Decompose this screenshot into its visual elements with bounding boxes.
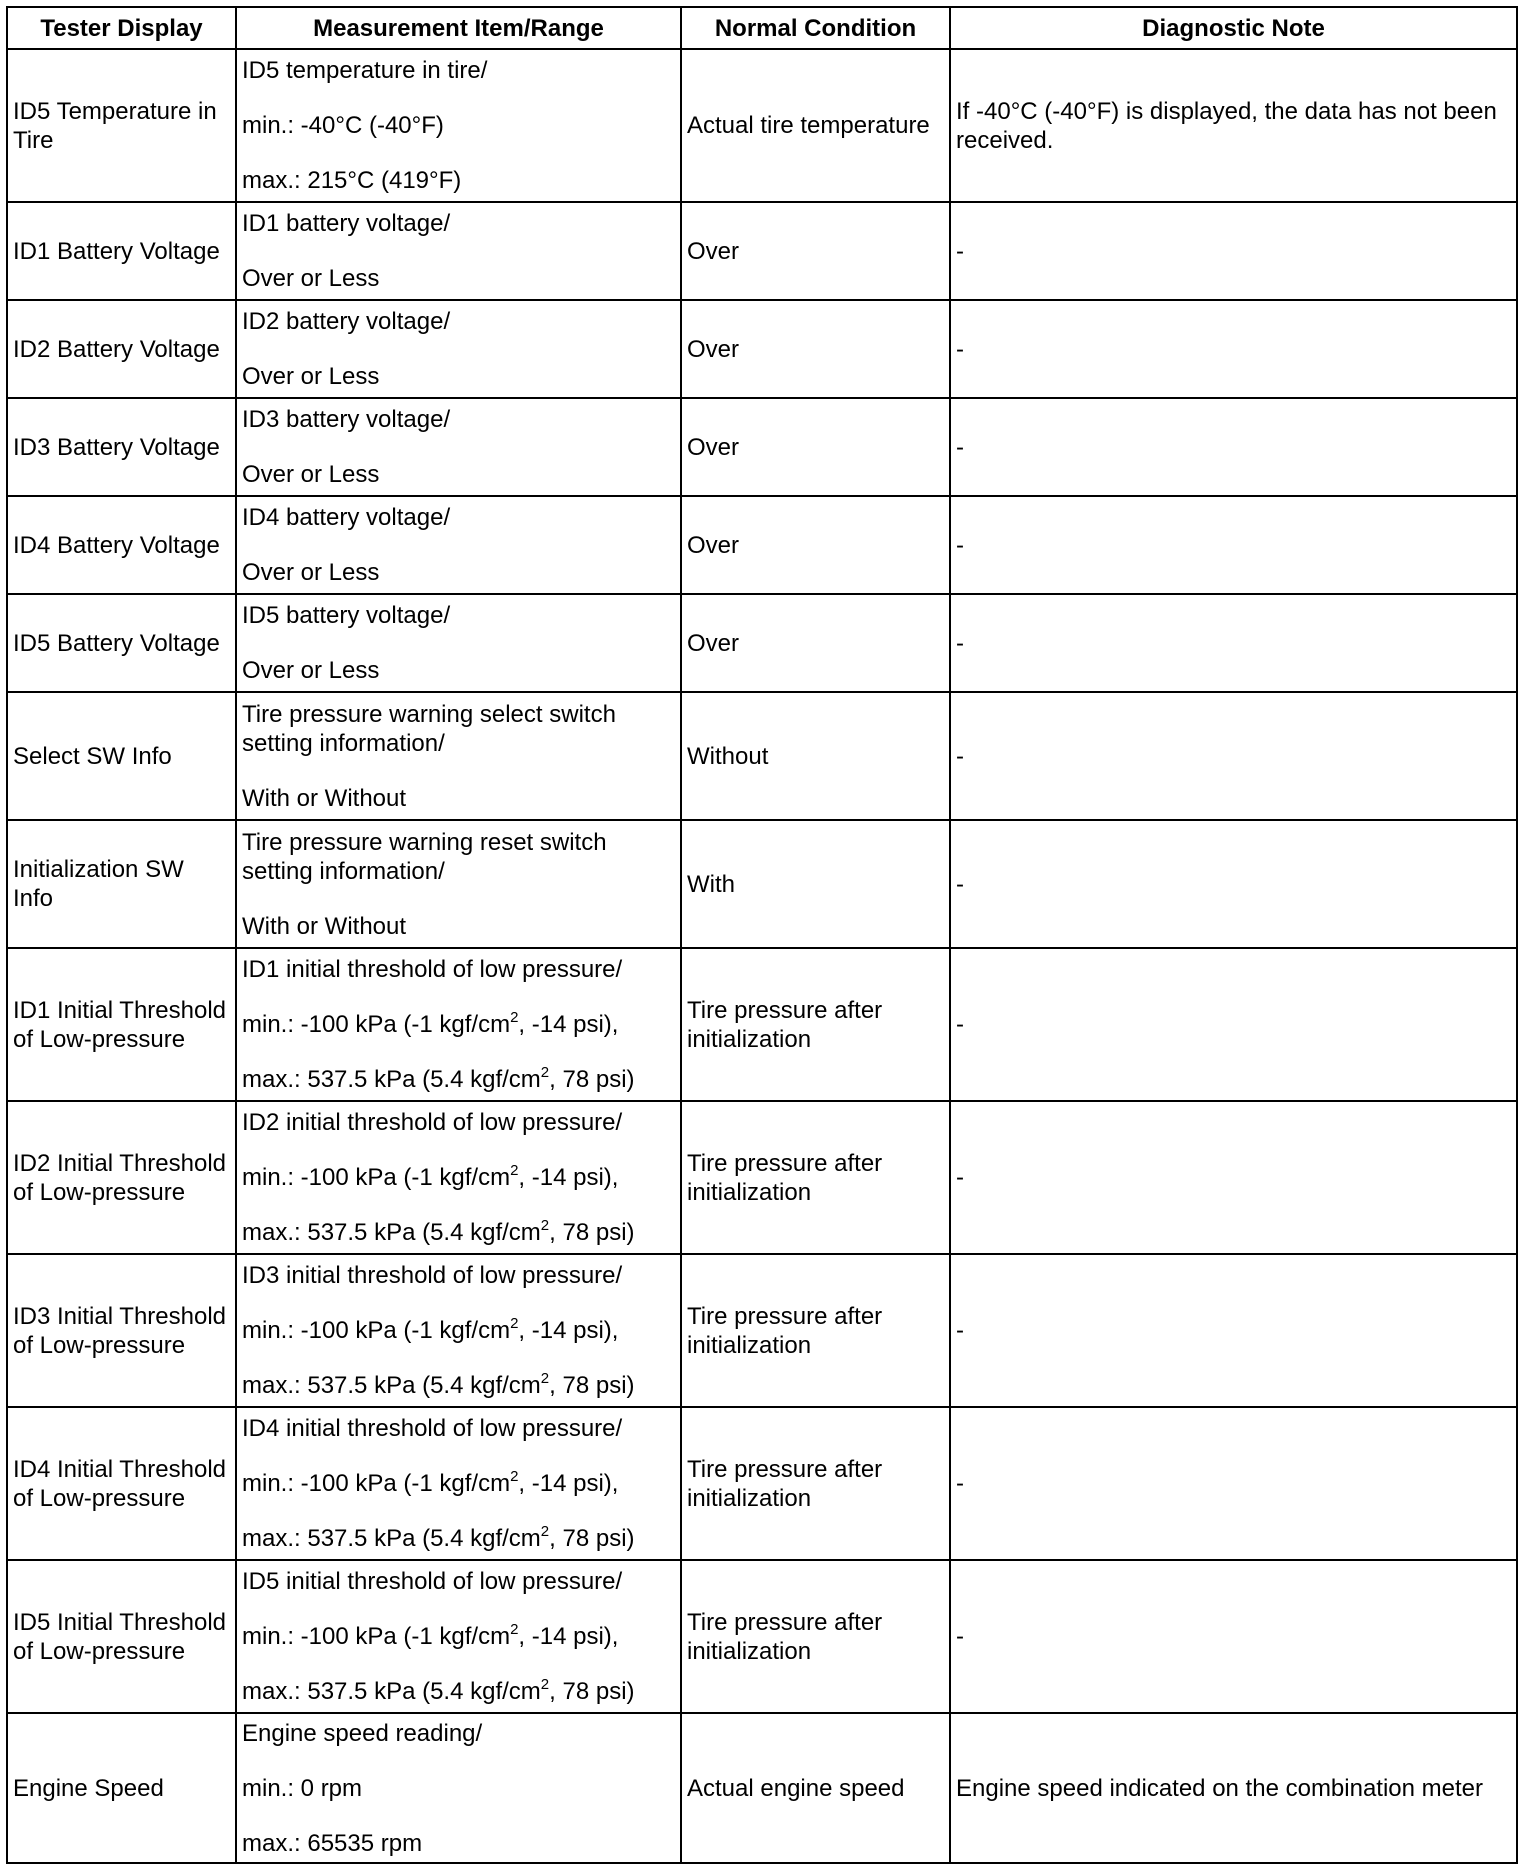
measurement-line: ID2 battery voltage/	[242, 308, 451, 335]
measurement-line: min.: 0 rpm	[242, 1774, 363, 1802]
tester-display-cell: ID1 Initial Threshold of Low-pressure	[7, 948, 236, 1101]
measurement-line: With or Without	[242, 784, 407, 812]
measurement-line: ID1 battery voltage/	[242, 210, 451, 237]
measurement-line: min.: -100 kPa (-1 kgf/$cm^2$, -14 psi),	[242, 1315, 619, 1344]
measurement-line: Engine speed reading/	[242, 1719, 483, 1747]
measurement-line: ID4 battery voltage/	[242, 504, 451, 531]
measurement-line: Over or Less	[242, 363, 380, 390]
diagnostic-note-cell: -	[950, 300, 1517, 398]
normal-condition-cell: Over	[681, 202, 950, 300]
measurement-item-cell	[236, 398, 681, 496]
measurement-line: With or Without	[242, 912, 407, 940]
tester-display-cell: Initialization SW Info	[7, 820, 236, 948]
measurement-item-cell	[236, 820, 681, 948]
normal-condition-cell: Tire pressure after initialization	[681, 948, 950, 1101]
diagnostic-note-cell: -	[950, 1560, 1517, 1713]
measurement-line: Tire pressure warning select switch setting information/	[242, 700, 616, 757]
measurement-item-cell	[236, 49, 681, 202]
measurement-line: max.: 65535 rpm	[242, 1829, 423, 1857]
normal-condition-cell: Over	[681, 496, 950, 594]
tester-display-cell: Engine Speed	[7, 1713, 236, 1863]
table-row	[7, 594, 1517, 692]
header-normal-condition: Normal Condition	[681, 7, 950, 49]
tester-display-cell: ID5 Battery Voltage	[7, 594, 236, 692]
normal-condition-cell: With	[681, 820, 950, 948]
normal-condition-cell: Actual tire temperature	[681, 49, 950, 202]
diagnostic-note-cell: -	[950, 948, 1517, 1101]
diagnostic-note-cell: -	[950, 1407, 1517, 1560]
diagnostic-note-cell: -	[950, 398, 1517, 496]
table-row	[7, 692, 1517, 820]
table-row	[7, 300, 1517, 398]
measurement-line: ID3 battery voltage/	[242, 406, 451, 433]
normal-condition-cell: Tire pressure after initialization	[681, 1254, 950, 1407]
measurement-line: ID1 initial threshold of low pressure/	[242, 956, 623, 983]
header-tester-display: Tester Display	[7, 7, 236, 49]
normal-condition-cell: Without	[681, 692, 950, 820]
diagnostic-note-cell: -	[950, 1254, 1517, 1407]
table-row	[7, 1407, 1517, 1560]
measurement-item-cell	[236, 300, 681, 398]
table-header-row	[7, 7, 1517, 49]
measurement-line: max.: 537.5 kPa (5.4 kgf/$cm^2$, 78 psi)	[242, 1217, 635, 1246]
measurement-item-cell	[236, 1101, 681, 1254]
measurement-line: min.: -100 kPa (-1 kgf/$cm^2$, -14 psi),	[242, 1009, 619, 1038]
table-row	[7, 496, 1517, 594]
normal-condition-cell: Over	[681, 300, 950, 398]
table-row	[7, 820, 1517, 948]
table-row	[7, 948, 1517, 1101]
tester-display-cell: ID1 Battery Voltage	[7, 202, 236, 300]
measurement-item-cell	[236, 1713, 681, 1863]
measurement-line: ID5 battery voltage/	[242, 602, 451, 629]
tester-display-cell: ID2 Initial Threshold of Low-pressure	[7, 1101, 236, 1254]
tester-display-cell: ID5 Temperature in Tire	[7, 49, 236, 202]
tester-display-cell: Select SW Info	[7, 692, 236, 820]
diagnostic-note-cell: -	[950, 594, 1517, 692]
tester-display-cell: ID3 Battery Voltage	[7, 398, 236, 496]
diagnostic-note-cell: -	[950, 1101, 1517, 1254]
measurement-line: max.: 537.5 kPa (5.4 kgf/$cm^2$, 78 psi)	[242, 1676, 635, 1705]
measurement-line: Over or Less	[242, 657, 380, 684]
diagnostic-note-cell: Engine speed indicated on the combination meter	[950, 1713, 1517, 1863]
measurement-line: min.: -100 kPa (-1 kgf/$cm^2$, -14 psi),	[242, 1621, 619, 1650]
measurement-line: Tire pressure warning reset switch setting information/	[242, 828, 607, 885]
measurement-line: Over or Less	[242, 265, 380, 292]
diagnostic-note-cell: If -40°C (-40°F) is displayed, the data has not been received.	[950, 49, 1517, 202]
normal-condition-cell: Tire pressure after initialization	[681, 1407, 950, 1560]
measurement-line: max.: 537.5 kPa (5.4 kgf/$cm^2$, 78 psi)	[242, 1523, 635, 1552]
diagnostic-note-cell: -	[950, 692, 1517, 820]
measurement-line: min.: -100 kPa (-1 kgf/$cm^2$, -14 psi),	[242, 1468, 619, 1497]
diagnostic-note-cell: -	[950, 496, 1517, 594]
diagnostic-data-table	[6, 6, 1518, 1864]
tester-display-cell: ID2 Battery Voltage	[7, 300, 236, 398]
table-row	[7, 1560, 1517, 1713]
measurement-line: Over or Less	[242, 559, 380, 586]
measurement-item-cell	[236, 594, 681, 692]
measurement-line: ID2 initial threshold of low pressure/	[242, 1109, 623, 1136]
measurement-item-cell	[236, 496, 681, 594]
measurement-line: ID5 temperature in tire/	[242, 57, 488, 84]
measurement-item-cell	[236, 1407, 681, 1560]
measurement-line: ID3 initial threshold of low pressure/	[242, 1262, 623, 1289]
tester-display-cell: ID4 Initial Threshold of Low-pressure	[7, 1407, 236, 1560]
measurement-item-cell	[236, 948, 681, 1101]
tester-display-cell: ID3 Initial Threshold of Low-pressure	[7, 1254, 236, 1407]
measurement-line: Over or Less	[242, 461, 380, 488]
table-row	[7, 49, 1517, 202]
measurement-line: max.: 215°C (419°F)	[242, 167, 462, 194]
diagnostic-note-cell: -	[950, 820, 1517, 948]
normal-condition-cell: Tire pressure after initialization	[681, 1560, 950, 1713]
header-diagnostic-note: Diagnostic Note	[950, 7, 1517, 49]
normal-condition-cell: Over	[681, 594, 950, 692]
tester-display-cell: ID4 Battery Voltage	[7, 496, 236, 594]
measurement-line: max.: 537.5 kPa (5.4 kgf/$cm^2$, 78 psi)	[242, 1370, 635, 1399]
normal-condition-cell: Actual engine speed	[681, 1713, 950, 1863]
measurement-item-cell	[236, 1560, 681, 1713]
measurement-line: max.: 537.5 kPa (5.4 kgf/$cm^2$, 78 psi)	[242, 1064, 635, 1093]
measurement-line: min.: -100 kPa (-1 kgf/$cm^2$, -14 psi),	[242, 1162, 619, 1191]
measurement-line: ID5 initial threshold of low pressure/	[242, 1568, 623, 1595]
table-row	[7, 1254, 1517, 1407]
table-row	[7, 398, 1517, 496]
measurement-item-cell	[236, 1254, 681, 1407]
diagnostic-note-cell: -	[950, 202, 1517, 300]
measurement-item-cell	[236, 692, 681, 820]
header-measurement-item: Measurement Item/Range	[236, 7, 681, 49]
measurement-item-cell	[236, 202, 681, 300]
table-row	[7, 1101, 1517, 1254]
normal-condition-cell: Over	[681, 398, 950, 496]
table-row	[7, 202, 1517, 300]
measurement-line: min.: -40°C (-40°F)	[242, 112, 444, 139]
table-row	[7, 1713, 1517, 1863]
measurement-line: ID4 initial threshold of low pressure/	[242, 1415, 623, 1442]
tester-display-cell: ID5 Initial Threshold of Low-pressure	[7, 1560, 236, 1713]
normal-condition-cell: Tire pressure after initialization	[681, 1101, 950, 1254]
